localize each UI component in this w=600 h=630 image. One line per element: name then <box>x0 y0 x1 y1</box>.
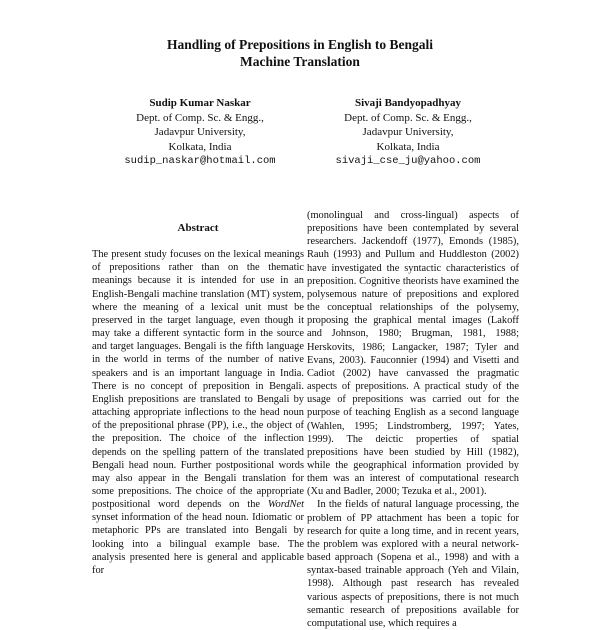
body-paragraph-1: (monolingual and cross-lingual) aspects of prepositions have been contemplated by several researchers. Jackendoff (1977), Emonds (1985), Rauh (1993) and Pullum and Huddleston (2002) have investigated the syntactic characteristics of preposition. Cognitive theorists have examined the polysemous nature of prepositions and explored the conceptual relationships of the polysemy, proposing the graphical mental images (Lakoff and Johnson, 1980; Brugman, 1981, 1988; Herskovits, 1986; Langacker, 1987; Tyler and Evans, 2003). Fauconnier (1994) and Visetti and Cadiot (2002) have canvassed the pragmatic aspects of prepositions. A practical study of the usage of prepositions was carried out for the purpose of teaching English as a second language (Wahlen, 1995; Lindstromberg, 1997; Yates, 1999). The deictic properties of spatial prepositions have been studied by Hill (1982), while the geographical information provided by them was an interest of computational research (Xu and Badler, 2000; Tezuka et al., 2001). <box>307 210 519 498</box>
author-block-1 <box>100 96 300 169</box>
author-email: sudip_naskar@hotmail.com <box>124 155 276 167</box>
author-city: Kolkata, India <box>168 140 232 153</box>
abstract-text-part-2: synset information of the head noun. Idiomatic or metaphoric PPs are translated into Bengali by looking into a bilingual example base. The analysis presented here is general and applicable for <box>92 512 304 576</box>
abstract-column <box>92 222 304 577</box>
paper-title <box>0 36 600 70</box>
author-email: sivaji_cse_ju@yahoo.com <box>335 155 481 167</box>
abstract-heading: Abstract <box>177 222 219 234</box>
paper-title-line-2: Machine Translation <box>240 54 360 69</box>
author-city: Kolkata, India <box>376 140 440 153</box>
author-dept: Dept. of Comp. Sc. & Engg., <box>136 111 264 124</box>
abstract-text-part-1: The present study focuses on the lexical meanings of prepositions rather than on the thematic meanings because it is intended for use in an English-Bengali machine translation (MT) system, where the meaning of a lexical unit must be preserved in the target language, even though it may take a different syntactic form in the source and target languages. Bengali is the fifth language in the world in terms of the number of native speakers and is an important language in India. There is no concept of preposition in Bengali. English prepositions are translated to Bengali by attaching appropriate inflections to the head noun of the prepositional phrase (PP), i.e., the object of the preposition. The choice of the inflection depends on the spelling pattern of the translated Bengali head noun. Further postpositional words may also appear in the Bengali translation for some prepositions. The choice of the appropriate postpositional word depends on the <box>92 249 304 511</box>
body-column <box>307 209 519 630</box>
abstract-text <box>92 248 304 577</box>
author-name: Sudip Kumar Naskar <box>149 97 251 109</box>
author-block-2 <box>308 96 508 169</box>
body-paragraph-2: In the fields of natural language processing, the problem of PP attachment has been a topic for research for quite a long time, and in recent years, the problem was explored with a neural network-based approach (Sopena et al., 1998) and with a syntax-based trainable approach (Yeh and Vilain, 1998). Although past research has revealed various aspects of prepositions, there is not much semantic research of prepositions available for computational use, which requires a <box>307 499 519 629</box>
author-name: Sivaji Bandyopadhyay <box>354 97 462 109</box>
abstract-italic-term: WordNet <box>267 499 304 511</box>
paper-title-line-1: Handling of Prepositions in English to Bengali <box>166 37 434 52</box>
author-dept: Dept. of Comp. Sc. & Engg., <box>344 111 472 124</box>
author-university: Jadavpur University, <box>362 126 454 138</box>
author-university: Jadavpur University, <box>154 126 246 138</box>
